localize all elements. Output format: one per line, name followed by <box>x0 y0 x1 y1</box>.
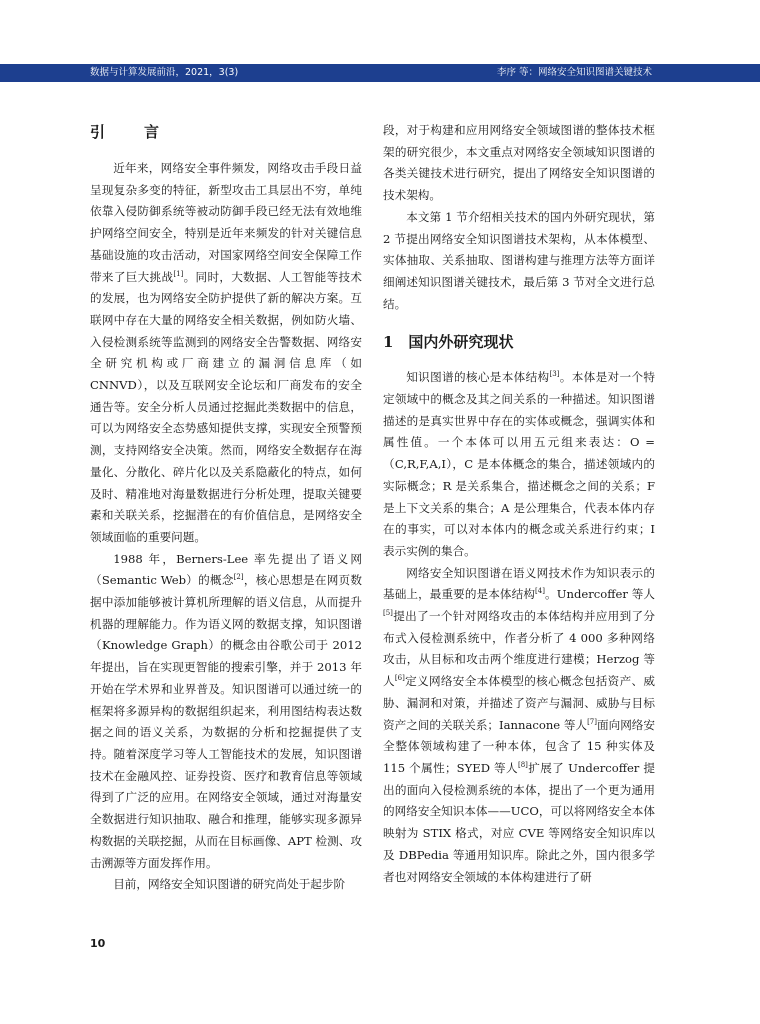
left-column <box>90 118 362 896</box>
citation-ref: [7] <box>587 717 597 726</box>
citation-ref: [5] <box>383 609 393 618</box>
citation-ref: [4] <box>535 587 545 596</box>
section-1-paragraph-2: 网络安全知识图谱在语义网技术作为知识表示的基础上，最重要的是本体结构[4]。Undercoffer 等人[5]提出了一个针对网络攻击的本体结构并应用到了分布式入侵检测系统中，作者分析了 4 000 多种网络攻击，从目标和攻击两个维度进行建模；Herzog 等人[6]定义网络安全本体模型的核心概念包括资产、威胁、漏洞和对策，并描述了资产与漏洞、威胁与目标资产之间的关联关系；Iannacone 等人[7]面向网络安全整体领域构建了一种本体，包含了 15 种实体及 115 个属性；SYED 等人[8]扩展了 Undercoffer 提出的面向入侵检测系统的本体，提出了一个更为通用的网络安全知识本体——UCO，可以将网络安全本体映射为 STIX 格式，对应 CVE 等网络安全知识库以及 DBPedia 等通用知识库。除此之外，国内很多学者也对网络安全领域的本体构建进行了研 <box>383 565 655 884</box>
citation-ref: [1] <box>173 269 184 278</box>
right-column <box>383 120 655 888</box>
citation-ref: [8] <box>517 760 528 769</box>
intro-paragraph-3: 目前，网络安全知识图谱的研究尚处于起步阶 <box>113 877 346 892</box>
intro-paragraph-1: 近年来，网络安全事件频发，网络攻击手段日益呈现复杂多变的特征，新型攻击工具层出不穷，单纯依靠入侵防御系统等被动防御手段已经无法有效地维护网络空间安全，特别是近年来频发的针对关键信息基础设施的攻击活动，对国家网络空间安全保障工作带来了巨大挑战[1]。同时，大数据、人工智能等技术的发展，也为网络安全防护提供了新的解决方案。互联网中存在大量的网络安全相关数据，例如防火墙、入侵检测系统等监测到的网络安全告警数据、网络安全研究机构或厂商建立的漏洞信息库（如 CNNVD），以及互联网安全论坛和厂商发布的安全通告等。安全分析人员通过挖掘此类数据中的信息，可以为网络安全态势感知提供支撑，实现安全预警预测，支持网络安全决策。然而，网络安全数据存在海量化、分散化、碎片化以及关系隐蔽化的特点，如何及时、精准地对海量数据进行分析处理，提取关键要素和关联关系，挖掘潜在的有价值信息，是网络安全领域面临的重要问题。 <box>90 161 362 544</box>
intro-heading: 引 言 <box>90 123 172 141</box>
intro-paragraph-3-continued: 段，对于构建和应用网络安全领域图谱的整体技术框架的研究很少，本文重点对网络安全领域知识图谱的各类关键技术进行研究，提出了网络安全知识图谱的技术架构。 <box>383 123 655 203</box>
intro-paragraph-4: 本文第 1 节介绍相关技术的国内外研究现状，第 2 节提出网络安全知识图谱技术架构，从本体模型、实体抽取、关系抽取、图谱构建与推理方法等方面详细阐述知识图谱关键技术，最后第 3 节对全文进行总结。 <box>383 209 655 311</box>
running-header <box>0 64 760 82</box>
citation-ref: [2] <box>233 573 244 582</box>
page-number: 10 <box>90 937 106 950</box>
citation-ref: [3] <box>549 370 560 379</box>
citation-ref: [6] <box>394 674 405 683</box>
journal-citation: 数据与计算发展前沿，2021，3(3) <box>90 67 239 78</box>
section-1-heading: 1 国内外研究现状 <box>383 333 514 352</box>
section-1-paragraph-1: 知识图谱的核心是本体结构[3]。本体是对一个特定领域中的概念及其之间关系的一种描述。知识图谱描述的是真实世界中存在的实体或概念，强调实体和属性值。一个本体可以用五元组来表达：O =（C,R,F,A,I），C 是本体概念的集合，描述领域内的实际概念；R 是关系集合，描述概念之间的关系；F 是上下文关系的集合；A 是公理集合，代表本体内存在的事实，可以对本体内的概念或关系进行约束；I 表示实例的集合。 <box>383 370 655 558</box>
article-running-title: 李序 等：网络安全知识图谱关键技术 <box>496 67 652 78</box>
intro-paragraph-2: 1988 年，Berners-Lee 率先提出了语义网（Semantic Web）的概念[2]，核心思想是在网页数据中添加能够被计算机所理解的语义信息，从而提升机器的理解能力。作为语义网的数据支撑，知识图谱（Knowledge Graph）的概念由谷歌公司于 2012 年提出，旨在实现更智能的搜索引擎，并于 2013 年开始在学术界和业界普及。知识图谱可以通过统一的框架将多源异构的数据组织起来，利用图结构表达数据之间的语义关系，为数据的分析和挖掘提供了支持。随着深度学习等人工智能技术的发展，知识图谱技术在金融风控、证券投资、医疗和教育信息等领域得到了广泛的应用。在网络安全领域，通过对海量安全数据进行知识抽取、融合和推理，能够实现多源异构数据的关联挖掘，从而在目标画像、APT 检测、攻击溯源等方面发挥作用。 <box>90 551 362 870</box>
